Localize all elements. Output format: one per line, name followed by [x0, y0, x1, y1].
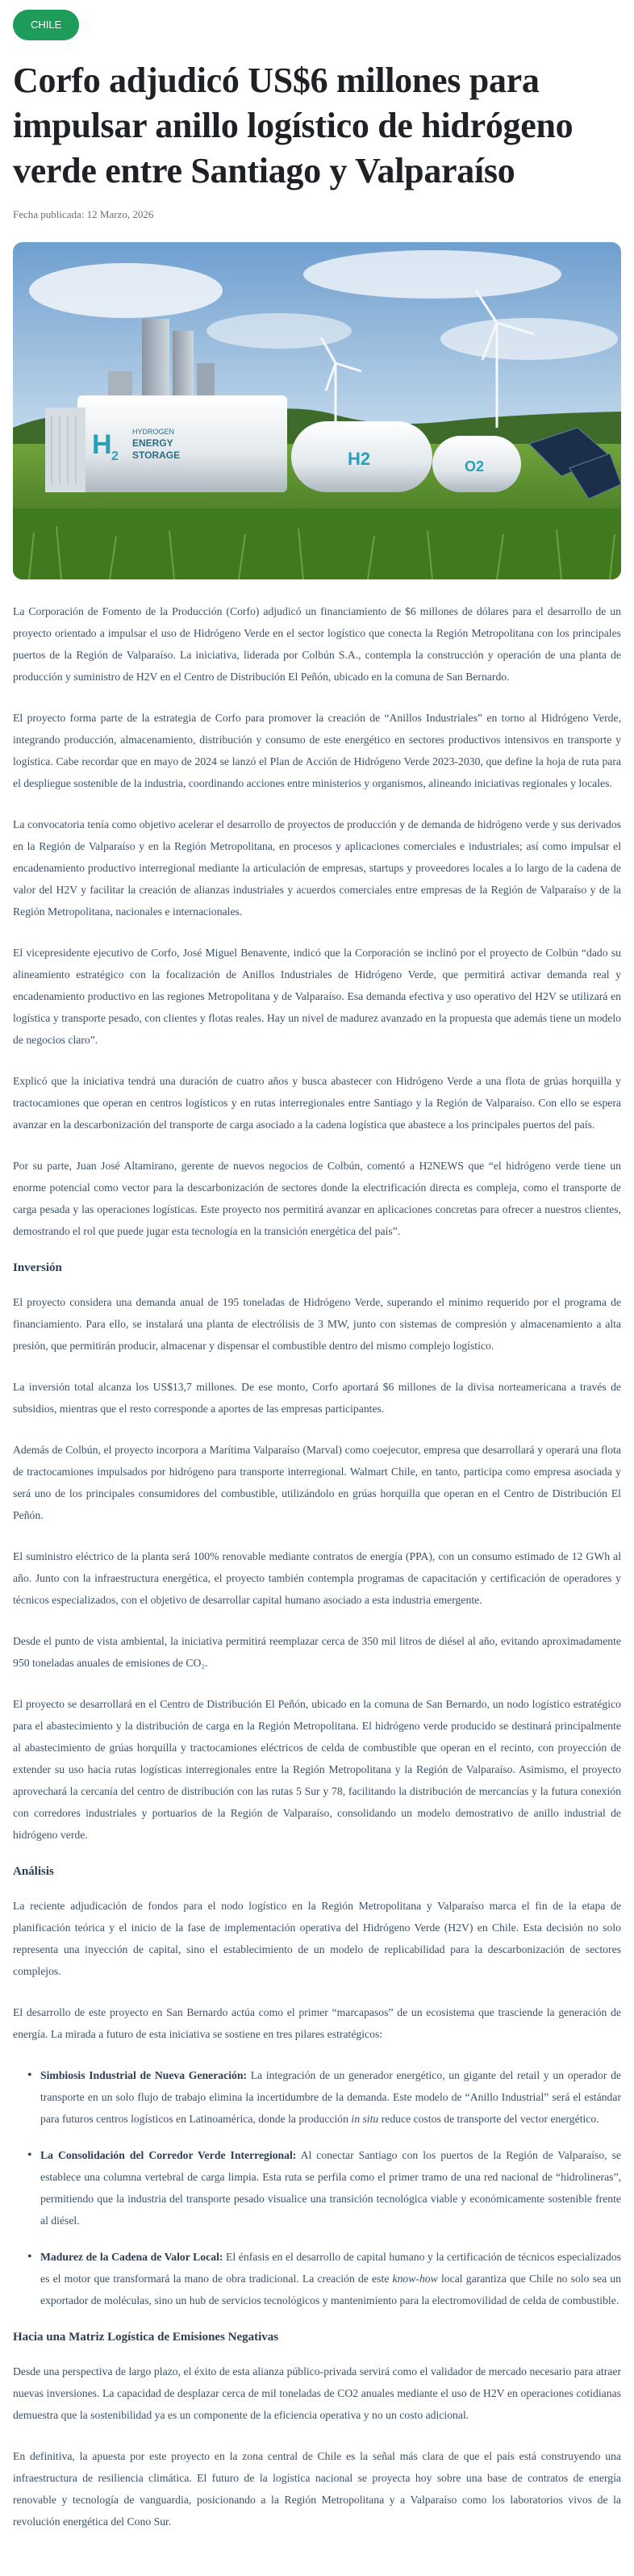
- list-item-emphasis: in situ: [351, 2113, 379, 2125]
- paragraph: Desde el punto de vista ambiental, la iniciativa permitirá reemplazar cerca de 350 mil litros de diésel al año, evitando aproximadamente 950 toneladas anuales de emisiones de CO₂.: [13, 1635, 621, 1669]
- list-item-text: La integración de un generador energético, un gigante del retail y un operador de transporte en un solo flujo de trabajo elimina la incertidumbre de la demanda. Este modelo de “Anillo Industrial” será el estándar para futuros centros logísticos en Latinoamérica, donde la producción: [40, 2069, 621, 2125]
- paragraph: El suministro eléctrico de la planta será 100% renovable mediante contratos de energía (PPA), con un consumo estimado de 12 GWh al año. Junto con la infraestructura energética, el proyecto también contempla programas de capacitación y certificación de operadores y técnicos especializados, con el objetivo de desarrollar capital humano asociado a esta industria emergente.: [13, 1550, 621, 1606]
- paragraph: La reciente adjudicación de fondos para el nodo logístico en la Región Metropolitana y Valparaíso marca el fin de la etapa de planificación teórica y el inicio de la fase de implementación operativa del Hidrógeno Verde (H2V) en Chile. Esta decisión no solo representa una inyección de capital, sino el establecimiento de un modelo de replicabilidad para la descarbonización de sectores complejos.: [13, 1900, 621, 1977]
- article-body: [13, 600, 621, 2532]
- list-item-text: Al conectar Santiago con los puertos de la Región de Valparaíso, se establece una columna vertebral de carga limpia. Esta ruta se perfila como el primer tramo de una red nacional de “hidrolineras”, permitiendo que la industria del transporte pesado visualice una transición tecnológica viable y económicamente sostenible frente al diésel.: [40, 2149, 622, 2227]
- article-title: Corfo adjudicó US$6 millones para impulsar anillo logístico de hidrógeno verde entre Santiago y Valparaíso: [13, 61, 574, 190]
- paragraph: El desarrollo de este proyecto en San Bernardo actúa como el primer “marcapasos” de un ecosistema que trasciende la generación de energía. La mirada a futuro de esta iniciativa se sostiene en tres pilares estratégicos:: [13, 2006, 621, 2040]
- sphere-o2-label: O2: [465, 458, 485, 475]
- sphere-h2-label: H2: [348, 449, 371, 469]
- list-item-text: reduce costos de transporte del vector energético.: [378, 2113, 599, 2125]
- list-item: [27, 2144, 621, 2231]
- tank-text-storage: STORAGE: [132, 450, 181, 461]
- paragraph: La inversión total alcanza los US$13,7 millones. De ese monto, Corfo aportará $6 millones de la divisa norteamericana a través de subsidios, mientras que el resto corresponde a aportes de las empresas participantes.: [13, 1381, 621, 1415]
- tank-text-energy: ENERGY: [132, 437, 173, 449]
- list-item-emphasis: know-how: [392, 2273, 438, 2285]
- paragraph: En definitiva, la apuesta por este proyecto en la zona central de Chile es la señal más clara de que el país está construyendo una infraestructura de resiliencia climática. El futuro de la logística nacional se proyecta hoy sobre una base de contratos de energía renovable y tecnología de vanguardia, posicionando a la Región Metropolitana y a Valparaíso como los laboratorios vivos de la revolución energética del Cono Sur.: [13, 2450, 621, 2528]
- country-tag[interactable]: CHILE: [13, 10, 79, 40]
- paragraph: El proyecto se desarrollará en el Centro de Distribución El Peñón, ubicado en la comuna de San Bernardo, un nodo logístico estratégico para el abastecimiento y la distribución de carga en la Región Metropolitana. El hidrógeno verde producido se destinará principalmente al abastecimiento de grúas horquilla y tractocamiones eléctricos de celda de combustible que operan en el recinto, con proyección de extender su uso hacia rutas logísticas interregionales entre la Región Metropolitana y la Región de Valparaíso. Asimismo, el proyecto aprovechará la cercanía del centro de distribución con las rutas 5 Sur y 78, facilitando la distribución de mercancías y la futura conexión con corredores industriales y portuarios de la Región de Valparaíso, consolidando un modelo demostrativo de anillo industrial de hidrógeno verde.: [13, 1698, 621, 1841]
- list-item-title: La Consolidación del Corredor Verde Interregional:: [40, 2149, 297, 2161]
- list-item-text: local garantiza que Chile no solo sea un exportador de moléculas, sino un hub de servicios tecnológicos y mantenimiento para la electromovilidad de celda de combustible.: [40, 2273, 621, 2306]
- tank-h2-label: H: [92, 429, 112, 460]
- list-item: [27, 2246, 621, 2311]
- paragraph: Además de Colbún, el proyecto incorpora a Marítima Valparaíso (Marval) como coejecutor, empresa que desarrollará y operará una flota de tractocamiones impulsados por hidrógeno para transporte interregional. Walmart Chile, en tanto, participa como empresa asociada y será uno de los principales consumidores del combustible, utilizándolo en grúas horquilla que operan en el Centro de Distribución El Peñón.: [13, 1444, 621, 1521]
- tank-text-hydrogen: HYDROGEN: [132, 428, 175, 436]
- paragraph: La Corporación de Fomento de la Producción (Corfo) adjudicó un financiamiento de $6 millones de dólares para el desarrollo de un proyecto orientado a impulsar el uso de Hidrógeno Verde en el sector logístico que conecta la Región Metropolitana con los principales puertos de la Región de Valparaíso. La iniciativa, liderada por Colbún S.A., contempla la construcción y operación de una planta de producción y suministro de H2V en el Centro de Distribución El Peñón, ubicado en la comuna de San Bernardo.: [13, 605, 621, 683]
- pillars-list: [13, 2064, 621, 2311]
- section-heading-inversion: Inversión: [13, 1261, 62, 1274]
- paragraph: El vicepresidente ejecutivo de Corfo, José Miguel Benavente, indicó que la Corporación se inclinó por el proyecto de Colbún “dado su alineamiento estratégico con la focalización de Anillos Industriales de Hidrógeno Verde, que permitirá activar demanda real y encadenamiento productivo en las regiones Metropolitana y de Valparaíso. Esa demanda efectiva y uso operativo del H2V se utilizará en logística y transporte pesado, con clientes y flotas reales. Hay un nivel de madurez avanzado en la propuesta que además tiene un modelo de negocios claro”.: [13, 947, 621, 1046]
- paragraph: La convocatoria tenía como objetivo acelerar el desarrollo de proyectos de producción y de demanda de hidrógeno verde y sus derivados en la Región de Valparaíso y en la Región Metropolitana, en procesos y aplicaciones comerciales e industriales; así como impulsar el encadenamiento productivo interregional mediante la articulación de empresas, startups y proveedores locales a lo largo de la cadena de valor del H2V y facilitar la creación de alianzas industriales y acuerdos comerciales entre empresas de la Región de Valparaíso y de la Región Metropolitana, nacionales e internacionales.: [13, 818, 621, 918]
- paragraph: Explicó que la iniciativa tendrá una duración de cuatro años y busca abastecer con Hidrógeno Verde a una flota de grúas horquilla y tractocamiones que operan en centros logísticos y en rutas interregionales entre Santiago y la Región de Valparaíso. Con ello se espera avanzar en la descarbonización del transporte de carga asociado a la cadena logística que abastece a los principales puertos del país.: [13, 1075, 621, 1131]
- tank-h2-subscript: 2: [111, 450, 119, 463]
- list-item: [27, 2064, 621, 2130]
- list-item-title: Madurez de la Cadena de Valor Local:: [40, 2251, 223, 2263]
- paragraph: Desde una perspectiva de largo plazo, el éxito de esta alianza público-privada servirá como el validador de mercado necesario para atraer nuevas inversiones. La capacidad de desplazar cerca de mil toneladas de CO2 anuales mediante el uso de H2V en operaciones cotidianas demuestra que la sostenibilidad ya es un componente de la eficiencia operativa y no un costo adicional.: [13, 2365, 621, 2421]
- list-item-text: El énfasis en el desarrollo de capital humano y la certificación de técnicos especializados es el motor que transformará la mano de obra tradicional. La creación de este: [40, 2251, 621, 2285]
- list-item-title: Simbiosis Industrial de Nueva Generación:: [40, 2069, 248, 2081]
- paragraph: El proyecto forma parte de la estrategia de Corfo para promover la creación de “Anillos Industriales” en torno al Hidrógeno Verde, integrando producción, almacenamiento, distribución y consumo de este energético en sectores productivos intensivos en transporte y logística. Cabe recordar que en mayo de 2024 se lanzó el Plan de Acción de Hidrógeno Verde 2023-2030, que define la hoja de ruta para el despliegue sostenible de la industria, coordinando acciones entre ministerios y organismos, alineando iniciativas regionales y locales.: [13, 712, 621, 789]
- section-heading-analisis: Análisis: [13, 1865, 54, 1878]
- paragraph: El proyecto considera una demanda anual de 195 toneladas de Hidrógeno Verde, superando el mínimo requerido por el programa de financiamiento. Para ello, se instalará una planta de electrólisis de 3 MW, junto con sistemas de compresión y almacenamiento a alta presión, que permitirán producir, almacenar y dispensar el combustible dentro del mismo complejo logístico.: [13, 1296, 621, 1352]
- section-heading-matriz: Hacia una Matriz Logística de Emisiones Negativas: [13, 2331, 279, 2344]
- hero-image: [13, 242, 621, 579]
- publish-date: Fecha publicada: 12 Marzo, 2026: [13, 208, 154, 220]
- paragraph: Por su parte, Juan José Altamirano, gerente de nuevos negocios de Colbún, comentó a H2NEWS que “el hidrógeno verde tiene un enorme potencial como vector para la descarbonización de sectores donde la electrificación directa es compleja, como el transporte de carga pesada y las operaciones logísticas. Este proyecto nos permitirá avanzar en aplicaciones concretas para ofrecer a nuestros clientes, demostrando el rol que puede jugar esta tecnología en la transición energética del país”.: [13, 1160, 621, 1237]
- hydrogen-plant-illustration: [13, 242, 621, 579]
